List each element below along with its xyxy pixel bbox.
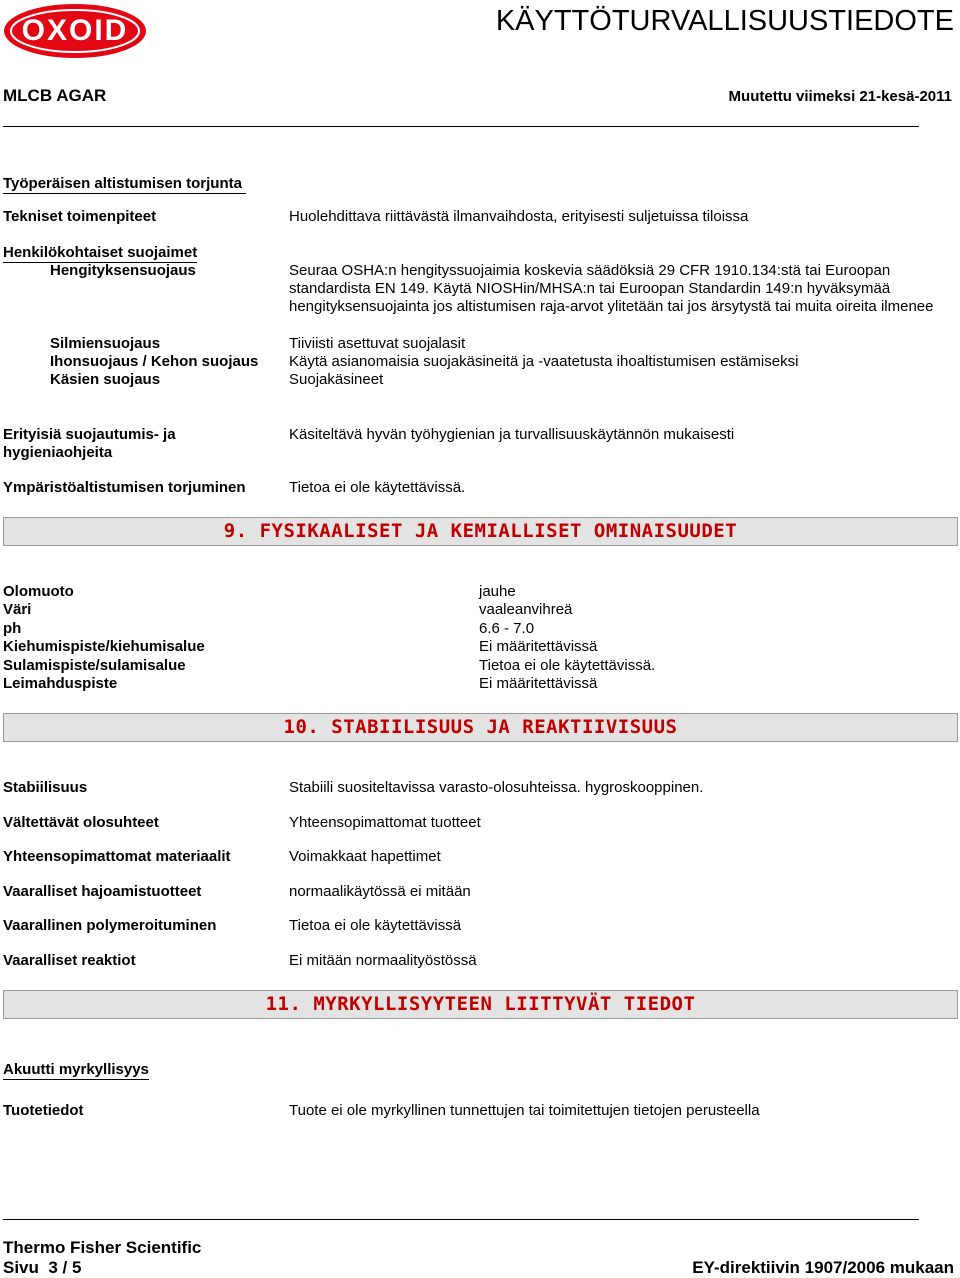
hygiene-value: Käsiteltävä hyvän työhygienian ja turvallisuuskäytännön mukaisesti <box>289 426 735 443</box>
acute-toxicity-heading-text: Akuutti myrkyllisyys <box>3 1061 149 1078</box>
skin-protection-label: Ihonsuojaus / Kehon suojaus <box>50 353 259 370</box>
s10-label-6: Vaaralliset reaktiot <box>3 952 136 969</box>
s9-label-4: Kiehumispiste/kiehumisalue <box>3 638 205 655</box>
footer-page-number: Sivu 3 / 5 <box>3 1258 82 1277</box>
hygiene-label: Erityisiä suojautumis- ja hygieniaohjeita <box>3 426 176 461</box>
s10-value-1: Stabiili suositeltavissa varasto-olosuhteissa. hygroskooppinen. <box>289 779 704 796</box>
eye-protection-value: Tiiviisti asettuvat suojalasit <box>289 335 466 352</box>
acute-toxicity-heading <box>3 1061 149 1079</box>
s10-label-1: Stabiilisuus <box>3 779 88 796</box>
s9-label-1: Olomuoto <box>3 583 74 600</box>
product-name: MLCB AGAR <box>3 86 107 105</box>
s10-label-3: Yhteensopimattomat materiaalit <box>3 848 231 865</box>
s9-value-5: Tietoa ei ole käytettävissä. <box>479 657 656 674</box>
oxoid-logo <box>3 3 147 59</box>
s9-label-2: Väri <box>3 601 32 618</box>
hand-protection-label: Käsien suojaus <box>50 371 161 388</box>
s10-value-4: normaalikäytössä ei mitään <box>289 883 471 900</box>
s9-value-2: vaaleanvihreä <box>479 601 573 618</box>
s9-value-1: jauhe <box>479 583 516 600</box>
s9-value-3: 6.6 - 7.0 <box>479 620 535 637</box>
s10-value-5: Tietoa ei ole käytettävissä <box>289 917 462 934</box>
s10-value-6: Ei mitään normaalityöstössä <box>289 952 477 969</box>
s9-value-4: Ei määritettävissä <box>479 638 598 655</box>
tech-measures-value: Huolehdittava riittävästä ilmanvaihdosta, erityisesti suljetuissa tiloissa <box>289 208 749 225</box>
s9-label-6: Leimahduspiste <box>3 675 118 692</box>
respiratory-value: Seuraa OSHA:n hengityssuojaimia koskevia säädöksiä 29 CFR 1910.134:stä tai Euroopan standardista EN 149. Käytä NIOSHin/MHSA:n tai Euroopan Standardin 149:n hyväksymää hengityksensuojainta jos altistumisen raja-arvot ylitetään tai jos ärsytystä tai muita oireita ilmenee <box>289 262 934 315</box>
product-info-value: Tuote ei ole myrkyllinen tunnettujen tai toimitettujen tietojen perusteella <box>289 1102 760 1119</box>
footer-company: Thermo Fisher Scientific <box>3 1238 202 1257</box>
ppe-heading <box>3 244 197 262</box>
s10-value-2: Yhteensopimattomat tuotteet <box>289 814 481 831</box>
logo-text: OXOID <box>21 14 129 47</box>
revision-date: Muutettu viimeksi 21-kesä-2011 <box>728 88 952 105</box>
s9-label-5: Sulamispiste/sulamisalue <box>3 657 186 674</box>
eye-protection-label: Silmiensuojaus <box>50 335 161 352</box>
s9-value-6: Ei määritettävissä <box>479 675 598 692</box>
skin-protection-value: Käytä asianomaisia suojakäsineitä ja -vaatetusta ihoaltistumisen estämiseksi <box>289 353 799 370</box>
respiratory-label: Hengityksensuojaus <box>50 262 196 279</box>
s10-label-5: Vaarallinen polymeroituminen <box>3 917 217 934</box>
s10-value-3: Voimakkaat hapettimet <box>289 848 441 865</box>
env-exposure-label: Ympäristöaltistumisen torjuminen <box>3 479 246 496</box>
product-info-label: Tuotetiedot <box>3 1102 84 1119</box>
section-9-title: 9. FYSIKAALISET JA KEMIALLISET OMINAISUUDET <box>3 517 958 546</box>
document-title: KÄYTTÖTURVALLISUUSTIEDOTE <box>495 5 954 37</box>
ppe-heading-text: Henkilökohtaiset suojaimet <box>3 244 198 261</box>
s10-label-4: Vaaralliset hajoamistuotteet <box>3 883 202 900</box>
section-10-title: 10. STABIILISUUS JA REAKTIIVISUUS <box>3 713 958 742</box>
exposure-heading-text: Työperäisen altistumisen torjunta <box>3 175 246 194</box>
exposure-heading <box>3 175 246 193</box>
header-rule <box>3 126 919 127</box>
footer-rule <box>3 1219 919 1220</box>
section-11-title: 11. MYRKYLLISYYTEEN LIITTYVÄT TIEDOT <box>3 990 958 1019</box>
env-exposure-value: Tietoa ei ole käytettävissä. <box>289 479 466 496</box>
s9-label-3: ph <box>3 620 22 637</box>
footer-directive: EY-direktiivin 1907/2006 mukaan <box>692 1258 954 1277</box>
s10-label-2: Vältettävät olosuhteet <box>3 814 159 831</box>
hand-protection-value: Suojakäsineet <box>289 371 384 388</box>
tech-measures-label: Tekniset toimenpiteet <box>3 208 157 225</box>
